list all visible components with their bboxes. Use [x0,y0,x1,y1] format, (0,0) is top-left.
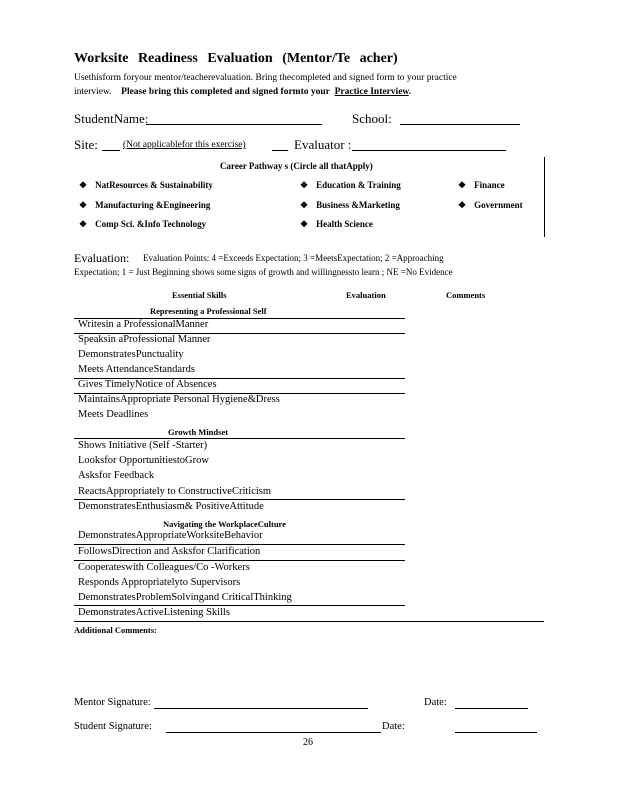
page-number: 26 [303,737,313,748]
row-divider [74,544,405,545]
pathway-box-border [544,157,545,237]
page-title: Worksite Readiness Evaluation (Mentor/Te acher) [74,51,398,66]
mentor-signature-field[interactable] [154,708,368,709]
skill-label: Meets Deadlines [78,409,149,420]
bullet-icon: ❖ [300,180,309,190]
skill-row[interactable] [74,349,404,360]
additional-comments-label: Additional Comments: [74,625,157,635]
skill-label: DemonstratesPunctuality [78,349,184,360]
intro-period: . [408,87,412,97]
evaluation-label: Evaluation: [74,251,130,265]
skill-row[interactable] [74,486,404,497]
bullet-icon: ❖ [300,200,309,210]
pathway-label: Comp Sci. &Info Technology [95,219,207,229]
skill-label: FollowsDirection and Asksfor Clarification [78,546,261,557]
evaluator-field[interactable] [352,150,506,151]
practice-interview-link: Practice Interview [334,87,409,97]
bullet-icon: ❖ [458,200,467,210]
mentor-signature-label: Mentor Signature: [74,697,151,708]
pathway-label: Government [474,200,523,210]
bullet-icon: ❖ [79,219,88,229]
intro-line-1: Usethisform foryour mentor/teacherevaluation. Bring thecompleted and signed form to your practice [74,73,457,83]
pathway-finance[interactable] [458,180,505,191]
row-divider [74,605,405,606]
skill-row[interactable] [74,546,404,557]
skill-label: Looksfor OpportunitiestoGrow [78,455,209,466]
skill-label: MaintainsAppropriate Personal Hygiene&Dress [78,394,280,405]
row-divider [74,499,405,500]
pathway-label: Finance [474,180,505,190]
skill-row[interactable] [74,592,404,603]
skill-label: Shows Initiative (Self -Starter) [78,440,208,451]
table-bottom-rule [74,621,544,622]
skill-row[interactable] [74,440,404,451]
column-comments: Comments [446,290,486,300]
skill-row[interactable] [74,364,404,375]
bullet-icon: ❖ [300,219,309,229]
student-date-field[interactable] [455,732,537,733]
skill-label: ReactsAppropriately to ConstructiveCriticism [78,486,272,497]
pathway-nat-resources[interactable] [79,180,213,191]
pathway-manufacturing[interactable] [79,200,210,211]
skill-row[interactable] [74,455,404,466]
skill-label: DemonstratesEnthusiasm& PositiveAttitude [78,501,264,512]
evaluation-points-line-2: Expectation; 1 = Just Beginning shows some signs of growth and willingnessto learn ; NE =No Evidence [74,267,453,277]
evaluation-points-line-1: Evaluation Points: 4 =Exceeds Expectation; 3 =MeetsExpectation; 2 =Approaching [143,253,444,263]
skill-row[interactable] [74,562,404,573]
skill-label: Meets AttendanceStandards [78,364,195,375]
section-growth-mindset: Growth Mindset [168,427,229,437]
skill-row[interactable] [74,607,404,618]
evaluator-label: Evaluator : [294,137,352,152]
skill-label: DemonstratesProblemSolvingand CriticalThinking [78,592,292,603]
skill-label: Gives TimelyNotice of Absences [78,379,217,390]
skill-row[interactable] [74,394,404,405]
site-label: Site: [74,137,98,152]
skill-row[interactable] [74,470,404,481]
column-essential-skills: Essential Skills [172,290,227,300]
pathway-label: Manufacturing &Engineering [95,200,211,210]
bullet-icon: ❖ [79,200,88,210]
bullet-icon: ❖ [79,180,88,190]
section-navigating: Navigating the WorkplaceCulture [163,519,286,529]
skill-label: Cooperateswith Colleagues/Co -Workers [78,562,250,573]
school-field[interactable] [400,124,520,125]
intro-line-2 [74,87,411,97]
intro-bold-text: Please bring this completed and signed formto your [121,87,330,97]
pathways-heading: Career Pathway s (Circle all thatApply) [220,161,373,171]
skill-row[interactable] [74,501,404,512]
row-divider [74,560,405,561]
mentor-date-label: Date: [424,697,447,708]
skill-row[interactable] [74,334,404,345]
skill-row[interactable] [74,379,404,390]
pathway-education[interactable] [300,180,401,191]
pathway-label: Business &Marketing [316,200,400,210]
skill-label: DemonstratesActiveListening Skills [78,607,230,618]
skill-row[interactable] [74,409,404,420]
intro-text: interview. [74,87,112,97]
student-name-label: StudentName: [74,111,149,126]
pathway-label: NatResources & Sustainability [95,180,213,190]
site-field-end[interactable] [272,150,288,151]
student-signature-label: Student Signature: [74,721,152,732]
pathway-label: Health Science [316,219,373,229]
column-representing: Representing a Professional Self [150,306,267,316]
site-note: (Not applicablefor this exercise) [123,140,246,150]
table-rule [74,438,405,439]
skill-row[interactable] [74,577,404,588]
skill-row[interactable] [74,319,404,330]
column-evaluation: Evaluation [346,290,386,300]
skill-label: DemonstratesAppropriateWorksiteBehavior [78,530,263,541]
school-label: School: [352,111,392,126]
skill-label: Speaksin aProfessional Manner [78,334,211,345]
pathway-label: Education & Training [316,180,401,190]
pathway-business[interactable] [300,200,400,211]
mentor-date-field[interactable] [455,708,528,709]
student-name-field[interactable] [146,124,322,125]
bullet-icon: ❖ [458,180,467,190]
skill-label: Asksfor Feedback [78,470,155,481]
pathway-government[interactable] [458,200,523,211]
pathway-health-science[interactable] [300,219,373,230]
skill-label: Writesin a ProfessionalManner [78,319,209,330]
student-signature-field[interactable] [166,732,381,733]
site-field-start[interactable] [102,150,120,151]
student-date-label: Date: [382,721,405,732]
skill-row[interactable] [74,530,404,541]
pathway-comp-sci[interactable] [79,219,206,230]
skill-label: Responds Appropriatelyto Supervisors [78,577,241,588]
